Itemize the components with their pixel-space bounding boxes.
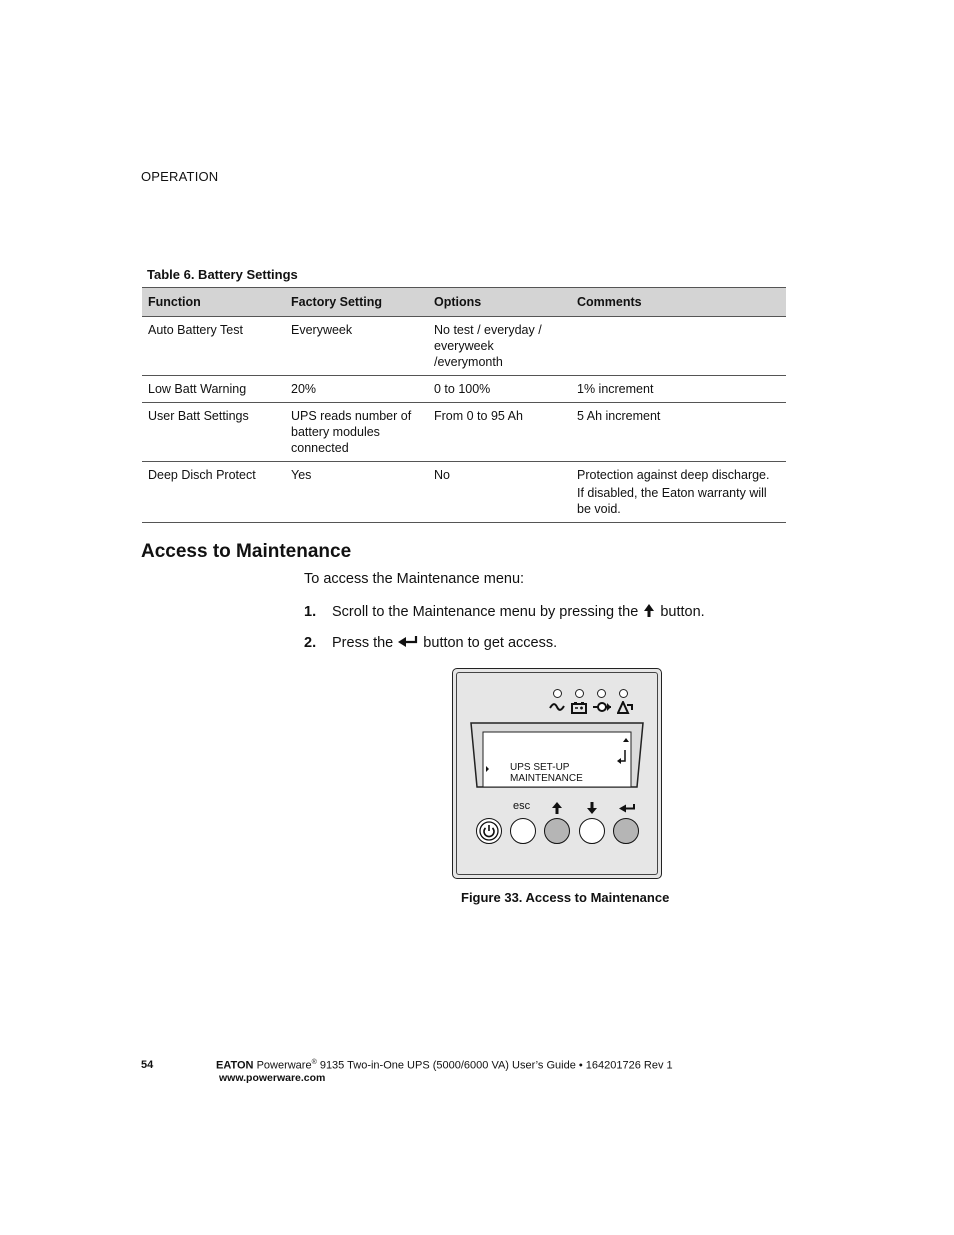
enter-arrow-icon [397, 635, 419, 649]
cell-options: From 0 to 95 Ah [428, 403, 571, 462]
battery-settings-table [142, 287, 786, 523]
alarm-icon [617, 701, 633, 714]
table-header-row [142, 288, 786, 317]
comment-line: 5 Ah increment [577, 409, 661, 423]
table-row [142, 376, 786, 403]
led-indicator [619, 689, 628, 698]
cell-comments [571, 403, 786, 462]
lcd-line-1: UPS SET-UP [510, 762, 570, 773]
enter-button[interactable] [613, 818, 639, 844]
cell-comments [571, 462, 786, 523]
cell-options: No [428, 462, 571, 523]
power-icon [477, 819, 501, 843]
enter-arrow-icon [618, 803, 636, 814]
step-text-after: button. [656, 604, 705, 620]
intro-text: To access the Maintenance menu: [304, 571, 525, 587]
ac-input-icon [549, 701, 565, 713]
footer-url: www.powerware.com [219, 1072, 326, 1084]
cell-factory: Everyweek [285, 317, 428, 376]
section-header: OPERATION [141, 169, 219, 184]
cell-function: Auto Battery Test [142, 317, 285, 376]
column-header: Function [142, 288, 285, 317]
lcd-line-2: MAINTENANCE [510, 773, 583, 784]
cell-factory: UPS reads number of battery modules connected [285, 403, 428, 462]
cell-factory: Yes [285, 462, 428, 523]
cell-comments [571, 317, 786, 376]
down-button[interactable] [579, 818, 605, 844]
comment-line: Protection against deep discharge. [577, 468, 770, 482]
comment-line: 1% increment [577, 382, 654, 396]
cell-options: No test / everyday / everyweek /everymonth [428, 317, 571, 376]
column-header: Comments [571, 288, 786, 317]
figure-caption: Figure 33. Access to Maintenance [461, 890, 670, 905]
footer-text [216, 1059, 673, 1072]
led-indicator [597, 689, 606, 698]
table-row [142, 403, 786, 462]
step-2 [304, 635, 557, 651]
bypass-icon [593, 701, 611, 713]
page-number: 54 [141, 1059, 154, 1071]
ups-front-panel [452, 668, 662, 879]
comment-line: If disabled, the Eaton warranty will be void. [577, 486, 767, 516]
down-arrow-icon [586, 801, 598, 815]
table-caption: Table 6. Battery Settings [147, 267, 298, 282]
esc-label: esc [513, 800, 531, 812]
footer-product: Powerware [256, 1059, 312, 1072]
up-button[interactable] [544, 818, 570, 844]
cell-factory: 20% [285, 376, 428, 403]
cell-function: User Batt Settings [142, 403, 285, 462]
esc-button[interactable] [510, 818, 536, 844]
table-row [142, 462, 786, 523]
step-1 [304, 603, 705, 620]
column-header: Factory Setting [285, 288, 428, 317]
led-indicator [553, 689, 562, 698]
step-text: Press the [332, 635, 394, 651]
column-header: Options [428, 288, 571, 317]
step-text: Scroll to the Maintenance menu by pressing the [332, 604, 639, 620]
led-indicator [575, 689, 584, 698]
footer-rest: 9135 Two-in-One UPS (5000/6000 VA) User’s Guide • 164201726 Rev 1 [316, 1059, 673, 1072]
up-arrow-icon [551, 801, 563, 815]
power-button[interactable] [476, 818, 502, 844]
table-row [142, 317, 786, 376]
cell-function: Low Batt Warning [142, 376, 285, 403]
cell-comments [571, 376, 786, 403]
step-text-after: button to get access. [419, 635, 558, 651]
section-title: Access to Maintenance [141, 541, 352, 562]
battery-icon [571, 701, 587, 714]
cell-options: 0 to 100% [428, 376, 571, 403]
step-number: 2. [304, 635, 317, 651]
step-number: 1. [304, 604, 317, 620]
footer-brand: EATON [216, 1059, 254, 1072]
footer-reg: ® [311, 1059, 317, 1066]
cell-function: Deep Disch Protect [142, 462, 285, 523]
up-arrow-icon [642, 603, 656, 618]
